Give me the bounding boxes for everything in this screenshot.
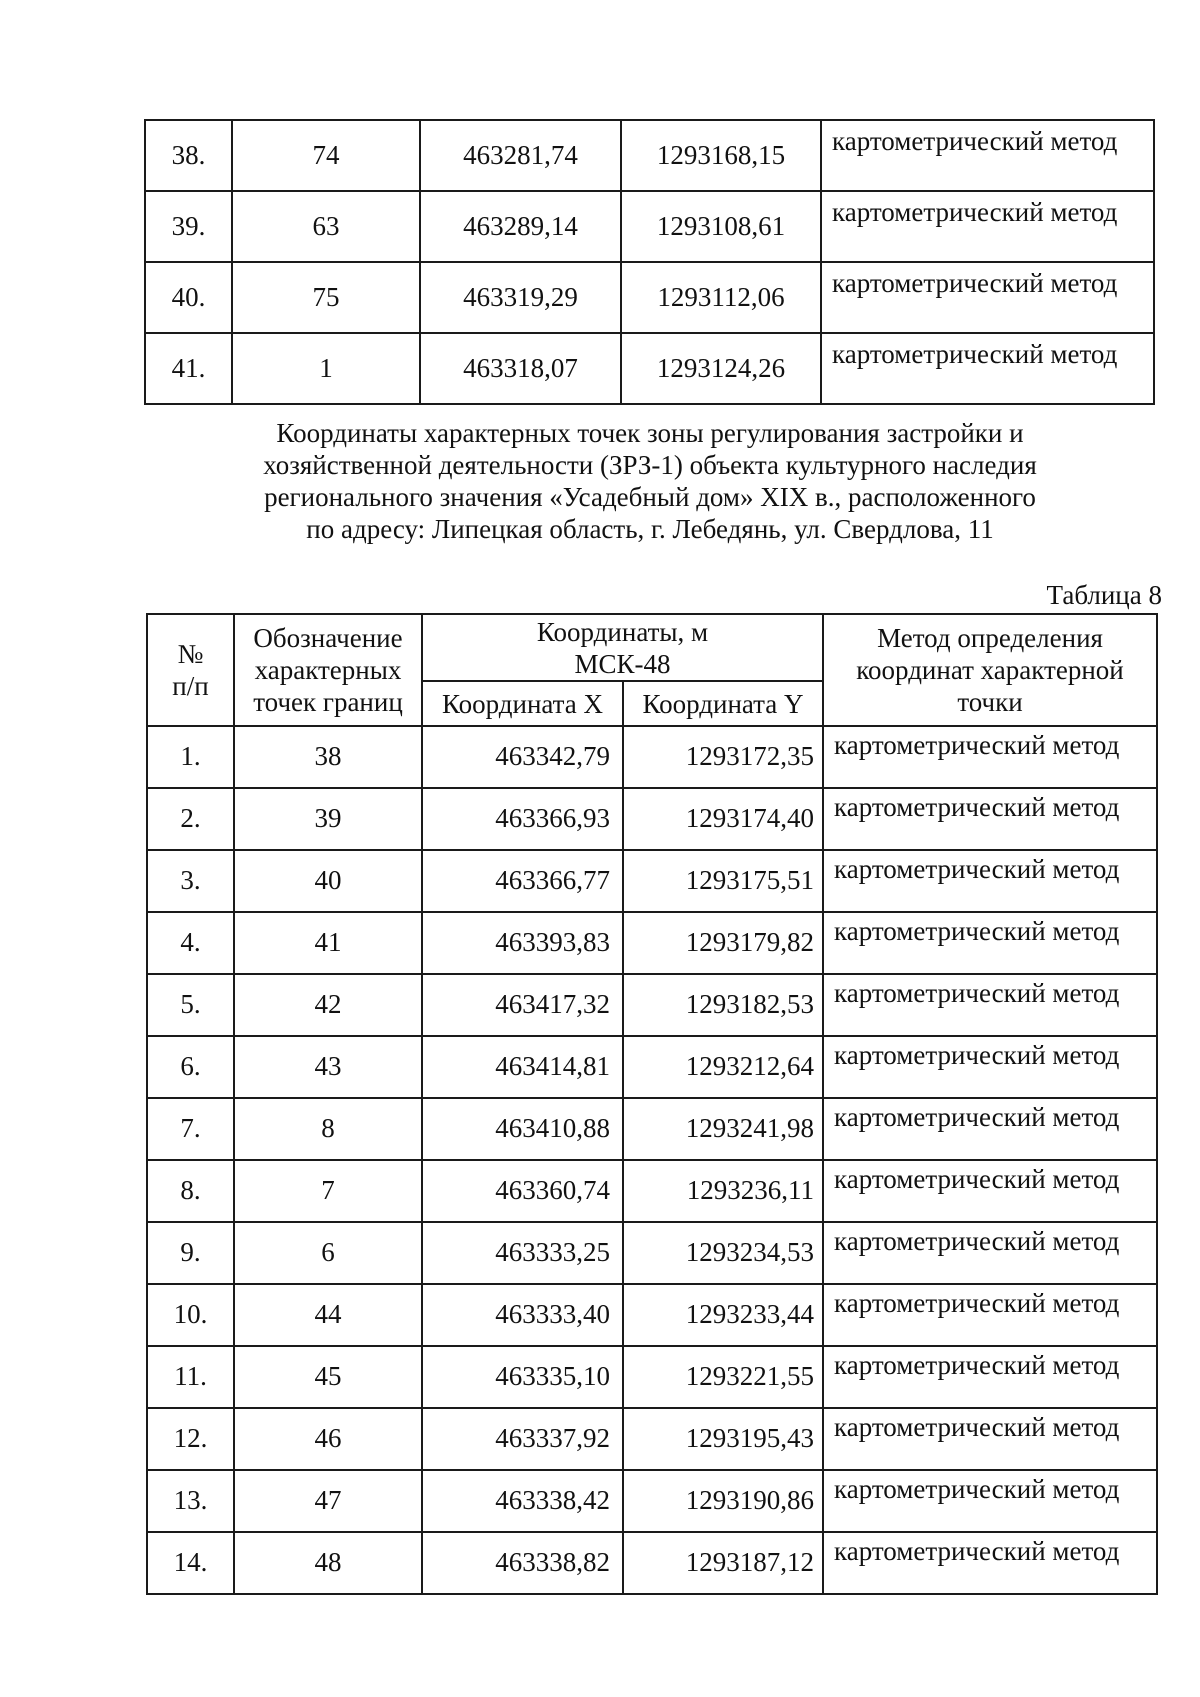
coordinate-y: 1293212,64 — [623, 1036, 823, 1098]
row-number: 7. — [147, 1098, 234, 1160]
coordinate-y: 1293112,06 — [621, 262, 821, 333]
row-number: 3. — [147, 850, 234, 912]
point-designation: 74 — [232, 120, 420, 191]
coordinate-x: 463393,83 — [422, 912, 623, 974]
row-number: 40. — [145, 262, 232, 333]
table-row — [147, 1160, 1157, 1222]
coordinate-x: 463319,29 — [420, 262, 621, 333]
point-designation: 40 — [234, 850, 422, 912]
row-number: 5. — [147, 974, 234, 1036]
table-row — [147, 726, 1157, 788]
heading-line: по адресу: Липецкая область, г. Лебедянь, ул. Свердлова, 11 — [306, 514, 994, 544]
table-row — [147, 1036, 1157, 1098]
row-number: 38. — [145, 120, 232, 191]
coordinate-x: 463414,81 — [422, 1036, 623, 1098]
point-designation: 7 — [234, 1160, 422, 1222]
header-coord-y: Координата Y — [623, 681, 823, 726]
point-designation: 47 — [234, 1470, 422, 1532]
coordinate-x: 463289,14 — [420, 191, 621, 262]
method-cell: картометрический метод — [823, 850, 1157, 912]
coordinate-x: 463281,74 — [420, 120, 621, 191]
coordinate-x: 463360,74 — [422, 1160, 623, 1222]
coordinates-table-header — [147, 614, 1157, 726]
method-cell: картометрический метод — [823, 1470, 1157, 1532]
method-cell: картометрический метод — [823, 1160, 1157, 1222]
coordinate-y: 1293108,61 — [621, 191, 821, 262]
coordinate-y: 1293182,53 — [623, 974, 823, 1036]
point-designation: 43 — [234, 1036, 422, 1098]
table-row — [147, 1346, 1157, 1408]
table-number-label: Таблица 8 — [1046, 580, 1162, 610]
coordinate-y: 1293234,53 — [623, 1222, 823, 1284]
point-designation: 41 — [234, 912, 422, 974]
method-cell: картометрический метод — [823, 1036, 1157, 1098]
row-number: 1. — [147, 726, 234, 788]
header-coordinates: Координаты, м МСК-48 — [422, 614, 823, 681]
table-row — [147, 850, 1157, 912]
table-row — [147, 1532, 1157, 1594]
method-cell: картометрический метод — [821, 333, 1154, 404]
table-row — [147, 1098, 1157, 1160]
point-designation: 8 — [234, 1098, 422, 1160]
heading-line: регионального значения «Усадебный дом» XIX в., расположенного — [264, 482, 1036, 512]
point-designation: 44 — [234, 1284, 422, 1346]
row-number: 13. — [147, 1470, 234, 1532]
coordinate-x: 463335,10 — [422, 1346, 623, 1408]
method-cell: картометрический метод — [823, 912, 1157, 974]
coordinate-x: 463333,40 — [422, 1284, 623, 1346]
point-designation: 39 — [234, 788, 422, 850]
heading-line: Координаты характерных точек зоны регулирования застройки и — [276, 418, 1024, 448]
table-row — [145, 120, 1154, 191]
coordinate-y: 1293175,51 — [623, 850, 823, 912]
coordinate-x: 463337,92 — [422, 1408, 623, 1470]
method-cell: картометрический метод — [823, 1408, 1157, 1470]
row-number: 6. — [147, 1036, 234, 1098]
table-row — [147, 1222, 1157, 1284]
point-designation: 6 — [234, 1222, 422, 1284]
point-designation: 48 — [234, 1532, 422, 1594]
table-row — [147, 788, 1157, 850]
point-designation: 42 — [234, 974, 422, 1036]
method-cell: картометрический метод — [823, 1222, 1157, 1284]
coordinate-x: 463342,79 — [422, 726, 623, 788]
point-designation: 46 — [234, 1408, 422, 1470]
continuation-table — [144, 119, 1155, 405]
coordinate-x: 463366,93 — [422, 788, 623, 850]
method-cell: картометрический метод — [823, 974, 1157, 1036]
coordinate-x: 463410,88 — [422, 1098, 623, 1160]
coordinate-y: 1293124,26 — [621, 333, 821, 404]
coordinate-y: 1293195,43 — [623, 1408, 823, 1470]
coordinate-y: 1293179,82 — [623, 912, 823, 974]
method-cell: картометрический метод — [823, 1098, 1157, 1160]
method-cell: картометрический метод — [821, 120, 1154, 191]
header-coord-x: Координата X — [422, 681, 623, 726]
heading-line: хозяйственной деятельности (ЗРЗ-1) объекта культурного наследия — [263, 450, 1037, 480]
row-number: 12. — [147, 1408, 234, 1470]
coordinate-x: 463417,32 — [422, 974, 623, 1036]
row-number: 4. — [147, 912, 234, 974]
table-row — [147, 1408, 1157, 1470]
coordinate-x: 463338,82 — [422, 1532, 623, 1594]
point-designation: 38 — [234, 726, 422, 788]
method-cell: картометрический метод — [823, 1284, 1157, 1346]
coordinate-y: 1293172,35 — [623, 726, 823, 788]
continuation-table-body — [145, 120, 1154, 404]
header-number: № п/п — [147, 614, 234, 726]
method-cell: картометрический метод — [823, 788, 1157, 850]
header-point-designation: Обозначение характерных точек границ — [234, 614, 422, 726]
table-row — [147, 974, 1157, 1036]
point-designation: 75 — [232, 262, 420, 333]
method-cell: картометрический метод — [821, 191, 1154, 262]
method-cell: картометрический метод — [823, 1346, 1157, 1408]
row-number: 39. — [145, 191, 232, 262]
coordinate-x: 463338,42 — [422, 1470, 623, 1532]
table-row — [145, 191, 1154, 262]
row-number: 14. — [147, 1532, 234, 1594]
point-designation: 63 — [232, 191, 420, 262]
header-method: Метод определения координат характерной точки — [823, 614, 1157, 726]
coordinate-x: 463366,77 — [422, 850, 623, 912]
method-cell: картометрический метод — [821, 262, 1154, 333]
coordinates-table-body — [147, 726, 1157, 1594]
coordinate-y: 1293174,40 — [623, 788, 823, 850]
table-row — [145, 333, 1154, 404]
coordinate-y: 1293190,86 — [623, 1470, 823, 1532]
coordinates-table — [146, 613, 1158, 1595]
point-designation: 1 — [232, 333, 420, 404]
table-row — [147, 1284, 1157, 1346]
row-number: 41. — [145, 333, 232, 404]
point-designation: 45 — [234, 1346, 422, 1408]
coordinate-x: 463318,07 — [420, 333, 621, 404]
table-row — [147, 912, 1157, 974]
method-cell: картометрический метод — [823, 1532, 1157, 1594]
row-number: 10. — [147, 1284, 234, 1346]
coordinate-x: 463333,25 — [422, 1222, 623, 1284]
table-row — [145, 262, 1154, 333]
row-number: 8. — [147, 1160, 234, 1222]
table-row — [147, 1470, 1157, 1532]
coordinate-y: 1293236,11 — [623, 1160, 823, 1222]
coordinate-y: 1293221,55 — [623, 1346, 823, 1408]
row-number: 9. — [147, 1222, 234, 1284]
coordinate-y: 1293168,15 — [621, 120, 821, 191]
method-cell: картометрический метод — [823, 726, 1157, 788]
coordinate-y: 1293233,44 — [623, 1284, 823, 1346]
table-heading — [150, 417, 1150, 545]
coordinate-y: 1293241,98 — [623, 1098, 823, 1160]
row-number: 2. — [147, 788, 234, 850]
coordinate-y: 1293187,12 — [623, 1532, 823, 1594]
row-number: 11. — [147, 1346, 234, 1408]
